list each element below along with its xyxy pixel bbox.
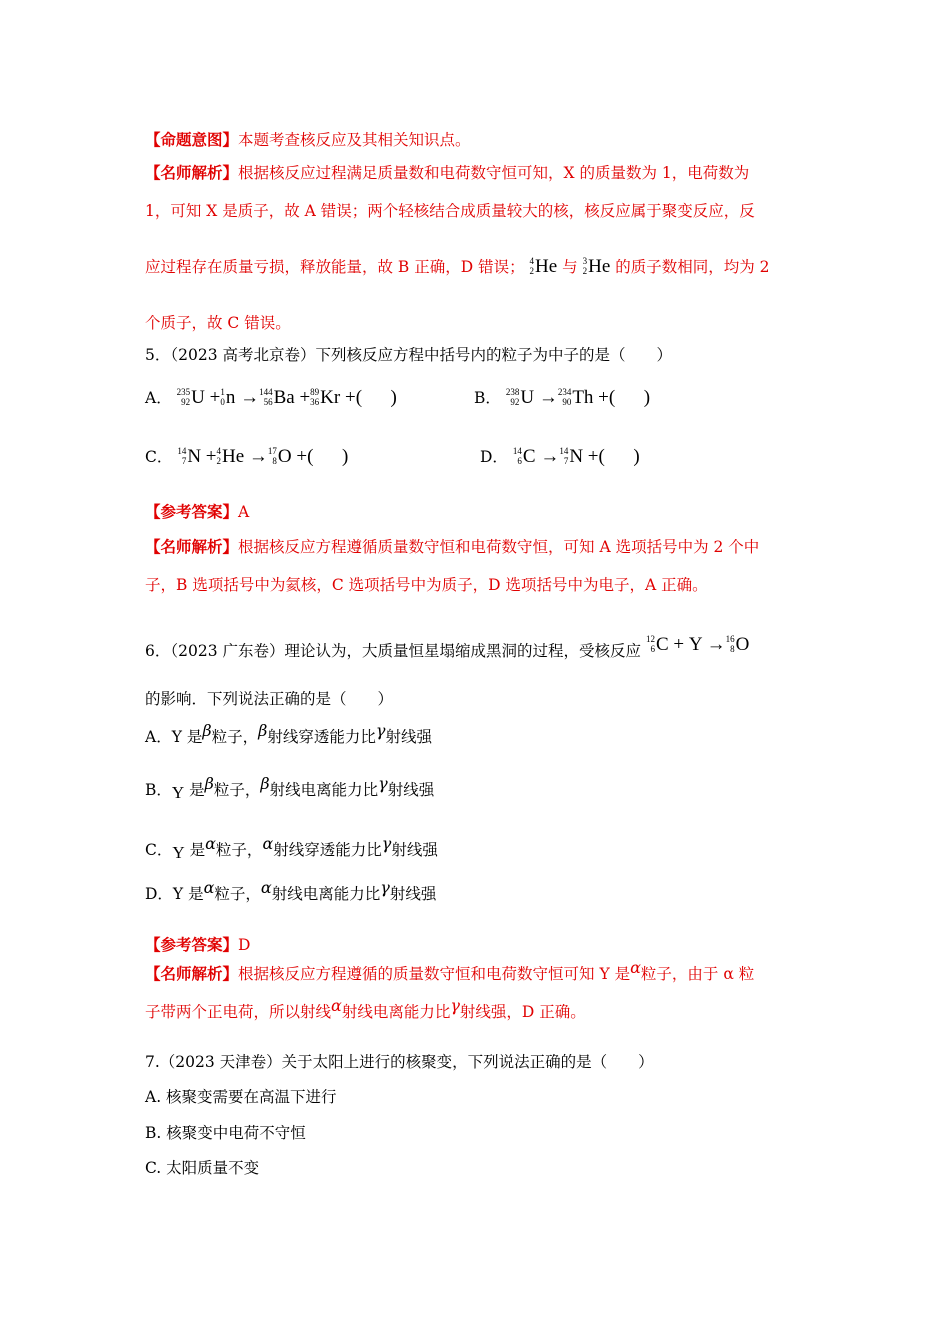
arrow: → xyxy=(706,634,726,655)
he4-nuclide xyxy=(530,252,558,282)
q6-option-a xyxy=(145,721,432,749)
option-label: C． xyxy=(145,841,173,859)
mass-number: 234 xyxy=(557,386,572,397)
particle-y: Y xyxy=(171,783,185,802)
element-symbol: C xyxy=(522,446,536,467)
option-label: B． xyxy=(145,781,172,799)
mass-number: 14 xyxy=(177,445,187,456)
q6-stem-line1 xyxy=(145,633,750,666)
gamma-symbol: γ xyxy=(375,721,386,740)
option-text: 射线强 xyxy=(385,728,432,746)
element-symbol: U xyxy=(191,387,205,408)
q4-analysis-line4: 个质子，故 C 错误。 xyxy=(145,314,291,332)
gamma-symbol: γ xyxy=(380,878,390,897)
analysis-label: 【名师解析】 xyxy=(145,537,239,556)
q6-analysis-line2 xyxy=(145,996,586,1024)
element-symbol: n xyxy=(225,387,236,408)
alpha-symbol: α xyxy=(262,834,274,853)
atomic-number: 90 xyxy=(562,396,572,407)
gamma-symbol: γ xyxy=(381,834,392,853)
equation-d xyxy=(513,446,640,467)
q5-answer xyxy=(145,502,249,522)
arrow: → xyxy=(538,387,558,408)
q6-analysis-line1 xyxy=(145,958,755,986)
element-symbol: Ba xyxy=(273,387,295,408)
atomic-number: 7 xyxy=(563,455,569,466)
atomic-number: 92 xyxy=(510,396,520,407)
particle-y: Y xyxy=(172,843,185,862)
element-symbol: N xyxy=(187,446,202,467)
option-text: 射线强 xyxy=(391,841,438,859)
option-text: 粒子， xyxy=(213,781,261,799)
element-symbol: He xyxy=(535,256,558,277)
option-label: A． xyxy=(145,389,172,407)
plus-sign: + xyxy=(209,387,221,408)
q6-option-d xyxy=(145,878,437,906)
element-symbol: O xyxy=(277,446,292,467)
equation-b xyxy=(506,387,650,408)
mass-number: 4 xyxy=(529,255,535,266)
q4-intent xyxy=(145,130,471,150)
option-text: 射线穿透能力比 xyxy=(273,841,382,859)
blank-parens: ( ) xyxy=(307,446,349,467)
option-text: 粒子， xyxy=(211,728,259,746)
q5-analysis-line2: 子，B 选项括号中为氦核，C 选项括号中为质子，D 选项括号中为电子，A 正确。 xyxy=(145,576,708,594)
mass-number: 4 xyxy=(216,445,222,456)
alpha-symbol: α xyxy=(260,878,272,897)
analysis-text: 根据核反应方程遵循质量数守恒和电荷数守恒，可知 A 选项括号中为 2 个中 xyxy=(238,538,760,556)
intent-text: 本题考查核反应及其相关知识点。 xyxy=(238,131,471,149)
atomic-number: 2 xyxy=(216,455,222,466)
q5-option-d xyxy=(480,442,640,472)
mass-number: 14 xyxy=(512,445,522,456)
q5-option-c xyxy=(145,442,348,472)
element-symbol: O xyxy=(735,634,750,655)
blank-parens: ( ) xyxy=(355,387,397,408)
option-text: 射线强 xyxy=(389,885,437,903)
plus-sign: + xyxy=(587,446,599,467)
option-text: 是 xyxy=(189,781,205,799)
q6-stem-line2: 的影响．下列说法正确的是（ ） xyxy=(145,690,394,708)
gamma-symbol: γ xyxy=(450,996,460,1015)
alpha-symbol: α xyxy=(331,996,342,1015)
option-text: 射线强 xyxy=(387,781,435,799)
stem-text: 6．（2023 广东卷）理论认为，大质量恒星塌缩成黑洞的过程，受核反应 xyxy=(145,642,641,660)
equation-a xyxy=(177,387,397,408)
element-symbol: C xyxy=(655,634,669,655)
beta-symbol: β xyxy=(260,774,270,793)
option-text: 是 xyxy=(189,841,206,859)
analysis-text: 射线电离能力比 xyxy=(341,1003,451,1021)
alpha-symbol: α xyxy=(205,834,216,853)
atomic-number: 8 xyxy=(272,455,277,466)
element-symbol: N xyxy=(569,446,584,467)
beta-symbol: β xyxy=(258,721,268,740)
element-symbol: Th xyxy=(572,387,594,408)
element-symbol: He xyxy=(222,446,245,467)
answer-value: A xyxy=(238,503,250,521)
atomic-number: 7 xyxy=(181,455,187,466)
plus-sign: + xyxy=(344,387,356,408)
option-text: 射线电离能力比 xyxy=(271,885,381,903)
q4-analysis-line2: 1，可知 X 是质子，故 A 错误；两个轻核结合成质量较大的核，核反应属于聚变反应，反 xyxy=(145,202,755,220)
plus-sign: + xyxy=(673,634,685,655)
atomic-number: 6 xyxy=(650,643,655,654)
q5-stem: 5．（2023 高考北京卷）下列核反应方程中括号内的粒子为中子的是（ ） xyxy=(145,346,672,364)
element-symbol: Kr xyxy=(320,387,341,408)
option-text: 射线穿透能力比 xyxy=(267,728,376,746)
answer-label: 【参考答案】 xyxy=(145,502,239,521)
q5-option-b xyxy=(474,383,650,413)
analysis-text: 根据核反应过程满足质量数和电荷数守恒可知，X 的质量数为 1，电荷数为 xyxy=(238,164,750,182)
option-label: D．Y 是 xyxy=(145,885,204,903)
analysis-text: 的质子数相同，均为 2 xyxy=(615,258,770,276)
mass-number: 17 xyxy=(267,445,277,456)
gamma-symbol: γ xyxy=(378,774,388,793)
answer-value: D xyxy=(238,936,251,954)
option-label: C． xyxy=(145,448,173,466)
q4-analysis-line1 xyxy=(145,163,749,183)
atomic-number: 36 xyxy=(310,396,320,407)
particle-y: Y xyxy=(688,634,702,655)
plus-sign: + xyxy=(299,387,311,408)
alpha-symbol: α xyxy=(203,878,215,897)
analysis-label: 【名师解析】 xyxy=(145,964,239,983)
he3-nuclide xyxy=(583,252,611,282)
analysis-text: 与 xyxy=(562,258,578,276)
mass-number: 1 xyxy=(220,386,225,397)
alpha-symbol: α xyxy=(630,958,641,977)
plus-sign: + xyxy=(598,387,609,408)
q4-analysis-line3 xyxy=(145,252,769,282)
analysis-text: 应过程存在质量亏损，释放能量，故 B 正确，D 错误； xyxy=(145,258,525,276)
plus-sign: + xyxy=(296,446,308,467)
intent-label: 【命题意图】 xyxy=(145,130,239,149)
analysis-text: 粒子，由于 α 粒 xyxy=(640,965,755,983)
atomic-number: 6 xyxy=(517,455,522,466)
mass-number: 235 xyxy=(176,386,191,397)
q6-option-b xyxy=(145,774,435,802)
mass-number: 12 xyxy=(645,633,655,644)
atomic-number: 0 xyxy=(220,396,225,407)
answer-label: 【参考答案】 xyxy=(145,935,239,954)
option-text: 粒子， xyxy=(214,885,261,903)
mass-number: 89 xyxy=(310,386,320,397)
option-label: A．Y 是 xyxy=(145,728,203,746)
mass-number: 144 xyxy=(259,386,273,397)
q5-analysis-line1 xyxy=(145,537,759,557)
arrow: → xyxy=(248,446,268,467)
blank-parens: ( ) xyxy=(598,446,640,467)
q7-stem: 7.（2023 天津卷）关于太阳上进行的核聚变，下列说法正确的是（ ） xyxy=(145,1053,654,1071)
q6-option-c xyxy=(145,834,438,862)
blank-parens: ( ) xyxy=(608,387,651,408)
mass-number: 238 xyxy=(505,386,520,397)
q5-option-a xyxy=(145,383,397,413)
analysis-text: 射线强，D 正确。 xyxy=(459,1003,586,1021)
mass-number: 3 xyxy=(582,255,588,266)
atomic-number: 2 xyxy=(582,265,588,276)
equation-c xyxy=(177,446,348,467)
element-symbol: He xyxy=(588,256,611,277)
element-symbol: U xyxy=(520,387,535,408)
plus-sign: + xyxy=(205,446,217,467)
arrow: → xyxy=(240,387,260,408)
beta-symbol: β xyxy=(204,774,214,793)
atomic-number: 56 xyxy=(263,396,273,407)
arrow: → xyxy=(540,446,560,467)
mass-number: 14 xyxy=(559,445,569,456)
q6-equation xyxy=(646,634,749,655)
q7-option-a: A. 核聚变需要在高温下进行 xyxy=(145,1088,337,1106)
option-label: B． xyxy=(474,389,501,407)
analysis-label: 【名师解析】 xyxy=(145,163,239,182)
option-text: 射线电离能力比 xyxy=(269,781,379,799)
atomic-number: 8 xyxy=(730,643,735,654)
beta-symbol: β xyxy=(202,721,212,740)
q7-option-b: B. 核聚变中电荷不守恒 xyxy=(145,1124,306,1142)
q6-answer xyxy=(145,935,250,955)
option-label: D． xyxy=(480,448,508,466)
option-text: 粒子， xyxy=(215,841,263,859)
mass-number: 16 xyxy=(725,633,735,644)
atomic-number: 92 xyxy=(181,396,191,407)
analysis-text: 根据核反应方程遵循的质量数守恒和电荷数守恒可知 Y 是 xyxy=(238,965,631,983)
q7-option-c: C. 太阳质量不变 xyxy=(145,1159,260,1177)
analysis-text: 子带两个正电荷，所以射线 xyxy=(145,1003,332,1021)
atomic-number: 2 xyxy=(529,265,535,276)
